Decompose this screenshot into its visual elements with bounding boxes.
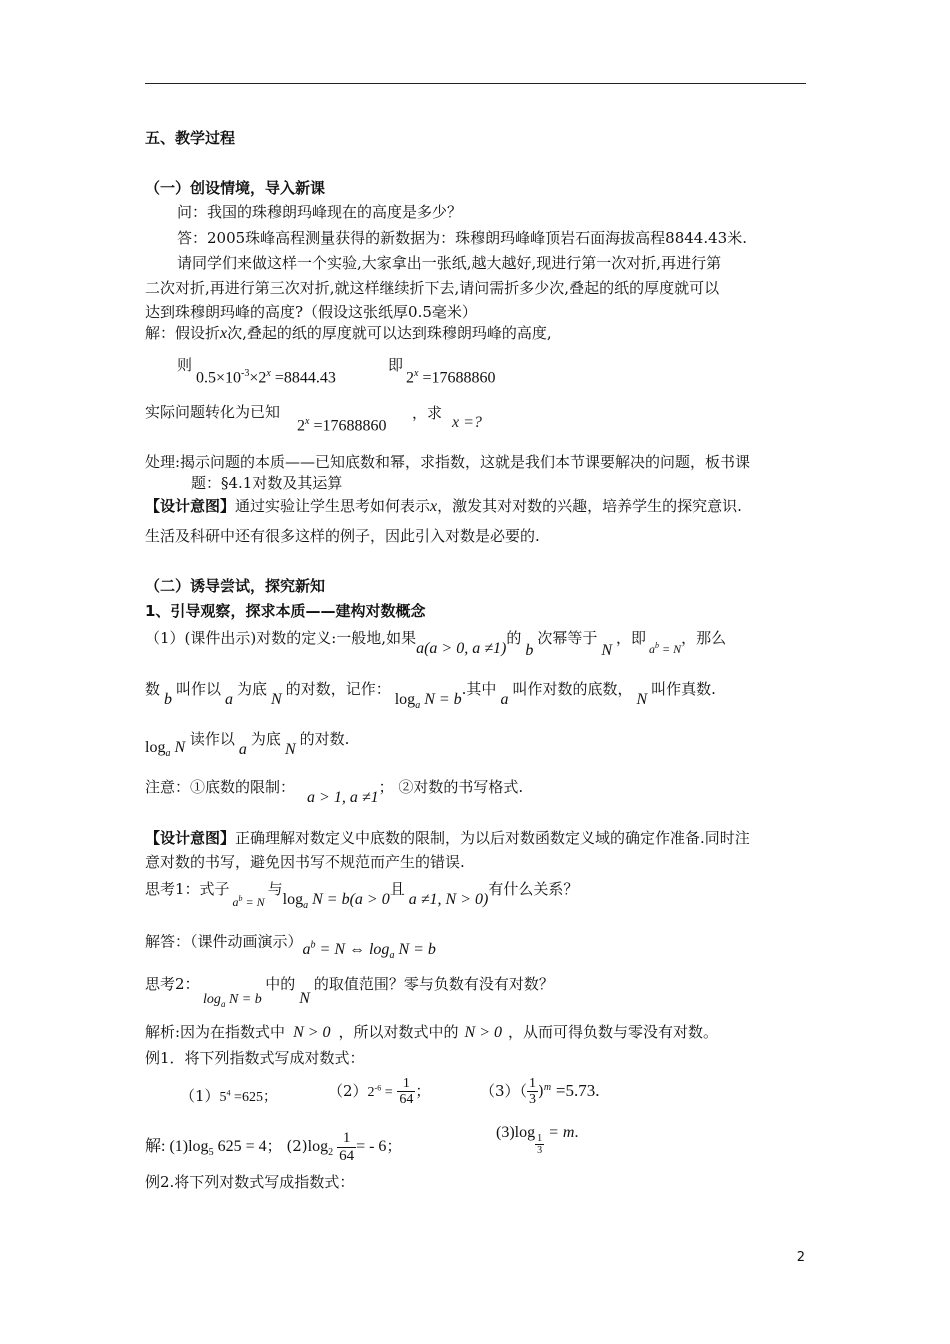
ex1-part1: $(1)5^4 =625$；: [180, 1087, 277, 1105]
ex1-p3-eq: =5.73.: [555, 1080, 600, 1100]
equation-1: [196, 368, 336, 387]
think1-log: log: [282, 891, 304, 908]
sol-2: = - 6: [356, 1138, 387, 1155]
note-a: 注意：①底数的限制：: [145, 778, 296, 796]
solve-text-b: 次,叠起的纸的厚度就可以达到珠穆朗玛峰的高度,: [227, 324, 552, 342]
sol-3: = m: [548, 1124, 575, 1141]
think2-c: 的取值范围？零与负数有没有对数？: [313, 975, 554, 993]
answer-anim-line: 解答：（课件动画演示）$a^b = N$ ⇔ $\log_a N = b$: [145, 932, 436, 962]
handle-line1: 处理:揭示问题的本质——已知底数和幂，求指数，这就是我们本节课要解决的问题，板书课: [145, 453, 751, 471]
page-number: 2: [796, 1250, 805, 1265]
def-d: ，即: [616, 629, 647, 647]
convert-eq: [297, 416, 386, 435]
def2-d: 的对数，记作：: [285, 680, 391, 698]
eq2-rhs: =17688860: [422, 369, 496, 387]
solve-line: [145, 323, 552, 344]
def-line2: 数 b 叫作以 a 为底 N 的对数，记作： $\log_a N = b$.其中 a 叫作对数的底数， N 叫作真数.: [145, 680, 716, 712]
convert-a: 实际问题转化为已知: [145, 403, 281, 421]
ex1-p2-eq: =: [384, 1084, 393, 1100]
intent2-line2: 意对数的书写，避免因书写不规范而产生的错误.: [145, 853, 465, 871]
equation-2: [406, 368, 495, 387]
ex1-p3-label: （3）（: [480, 1081, 528, 1100]
conv-base: 2: [297, 417, 305, 435]
handle-line2: 题：§4.1对数及其运算: [191, 474, 343, 492]
example1-title: 例1．将下列指数式写成对数式：: [145, 1049, 365, 1067]
sol-b: ； (2): [266, 1137, 308, 1155]
solve-text-a: 解：假设折: [145, 324, 221, 342]
def-b: 的: [506, 629, 522, 647]
eq2-base: 2: [406, 369, 414, 387]
ans-eq: = N ⇔ log: [319, 941, 390, 959]
solution-line: 解: $(1)\log_5$ 625 = 4； $(2)\log_2$ $\frac{1}{64}$ = - 6；: [145, 1130, 402, 1164]
analysis-b: ，所以对数式中的: [338, 1023, 459, 1041]
think1-eq: N = b(a > 0: [312, 891, 390, 908]
analysis-line: [145, 1022, 718, 1043]
intent-var-x: x: [430, 498, 438, 515]
question-line: 问：我国的珠穆朗玛峰现在的高度是多少？: [177, 203, 463, 221]
note-line: [145, 777, 524, 806]
eq1-exp: -3: [241, 368, 250, 379]
conv-x: x: [305, 416, 310, 427]
def2-log: log: [394, 691, 416, 708]
think1-line: 思考1：式子 $_{a^b = N}$ 与$\log_a N = b(a > 0$且 a ≠1, N > 0)有什么关系？: [145, 880, 579, 912]
ex1-part2: $(2)2^{-6}$ = $\frac{1}{64}$ ；: [328, 1076, 431, 1108]
sol-c: ；: [386, 1137, 402, 1155]
ji-label: 即: [388, 356, 404, 374]
intent1-line1: [145, 496, 742, 517]
def-c: 次幂等于: [537, 629, 598, 647]
def-e: ，那么: [681, 629, 727, 647]
def2-g: 叫作真数.: [651, 680, 716, 698]
solution-3: (3)log $_{\frac{1}{3}}$ = m.: [496, 1124, 579, 1157]
think2-b: 中的: [265, 975, 296, 993]
sol-a: 解: (1): [145, 1138, 189, 1155]
conv-rhs: =17688860: [313, 417, 387, 435]
think1-d: 有什么关系？: [488, 880, 579, 898]
note-cond: a > 1, a ≠1: [307, 789, 379, 806]
intent2-line1: [145, 828, 750, 848]
think1-cond: a ≠1, N > 0): [408, 891, 489, 908]
think2-line: 思考2： $\log_a N = b$ 中的 N 的取值范围？零与负数有没有对数？: [145, 975, 554, 1009]
header-rule: [145, 83, 806, 84]
read-b: 为底: [250, 730, 281, 748]
read-log: log: [145, 739, 166, 756]
think2-a: 思考2：: [145, 975, 200, 993]
intent1-line2: 生活及科研中还有很多这样的例子，因此引入对数是必要的.: [145, 527, 540, 545]
answer-line: 答：2005珠峰高程测量获得的新数据为：珠穆朗玛峰峰顶岩石面海拔高程8844.43米.: [177, 229, 747, 247]
sol-1: 625 = 4: [217, 1138, 267, 1155]
def2-f: 叫作对数的底数，: [512, 680, 633, 698]
intent2-text: 正确理解对数定义中底数的限制，为以后对数函数定义域的确定作准备.同时注: [235, 829, 750, 847]
ans-eq2: N = b: [398, 941, 436, 959]
def2-a: 数: [145, 680, 161, 698]
ans-a: 解答：（课件动画演示）: [145, 932, 303, 951]
def2-e: .其中: [461, 680, 497, 698]
def2-c: 为底: [237, 680, 268, 698]
ex1-p1-label: （1）: [180, 1087, 220, 1105]
def-a: （1）(课件出示)对数的定义:一般地,如果: [145, 629, 417, 647]
para1-line1: 请同学们来做这样一个实验,大家拿出一张纸,越大越好,现进行第一次对折,再进行第: [177, 254, 722, 272]
def2-b: 叫作以: [176, 680, 222, 698]
then-label: 则: [177, 356, 193, 374]
def2-eq: N = b: [424, 691, 462, 708]
part2-heading: （二）诱导尝试，探究新知: [145, 577, 326, 595]
read-a: 读作以: [189, 730, 235, 748]
read-c: 的对数.: [299, 730, 350, 748]
analysis-c: ，从而可得负数与零没有对数。: [508, 1023, 719, 1041]
para1-line2: 二次对折,再进行第三次对折,就这样继续折下去,请问需折多少次,叠起的纸的厚度就可以: [145, 279, 720, 297]
eq1-mid: ×2: [249, 369, 267, 387]
analysis-a: 解析:因为在指数式中: [145, 1023, 286, 1041]
intent1-b: ，激发其对对数的兴趣，培养学生的探究意识.: [437, 497, 742, 515]
think1-b: 与: [267, 880, 283, 898]
eq1-x: x: [266, 368, 271, 379]
para1-line3: 达到珠穆朗玛峰的高度?（假设这张纸厚0.5毫米）: [145, 303, 477, 321]
part1-heading: （一）创设情境，导入新课: [145, 179, 326, 197]
eq1-rhs: =8844.43: [274, 369, 336, 387]
def-line1: （1）(课件出示)对数的定义:一般地,如果a(a > 0, a ≠1)的 b 次幂等于 N ，即 $_{a^b = N}$，那么: [145, 629, 727, 659]
read-line: $\log_a N$ 读作以 a 为底 N 的对数.: [145, 730, 350, 760]
intent1-a: 通过实验让学生思考如何表示: [235, 497, 431, 515]
ex1-p2-label: （2）: [328, 1081, 368, 1100]
var-x: x: [220, 325, 228, 342]
convert-b: ，求: [412, 404, 443, 422]
sub1-heading: 1、引导观察，探求本质——建构对数概念: [145, 602, 426, 620]
section-title: 五、教学过程: [145, 129, 236, 147]
analysis-gt0-2: N > 0: [464, 1024, 503, 1041]
convert-q: x =?: [452, 414, 482, 431]
ex1-p1-eq: =625；: [234, 1090, 277, 1105]
eq1-a: 0.5×10: [196, 369, 242, 387]
ex1-part3: （3）（ $\frac{1}{3}$ )$^m$ =5.73.: [480, 1076, 600, 1108]
example2-title: 例2.将下列对数式写成指数式：: [145, 1173, 355, 1191]
eq2-x: x: [414, 368, 419, 379]
think1-a: 思考1：式子: [145, 880, 230, 898]
convert-line: [145, 402, 280, 422]
note-b: ； ②对数的书写格式.: [378, 778, 524, 796]
analysis-gt0-1: N > 0: [293, 1024, 331, 1041]
intent2-label: 【设计意图】: [145, 829, 236, 847]
def-cond: a(a > 0, a ≠1): [416, 640, 507, 657]
think1-c: 且: [389, 880, 405, 898]
intent-label: 【设计意图】: [145, 497, 236, 515]
